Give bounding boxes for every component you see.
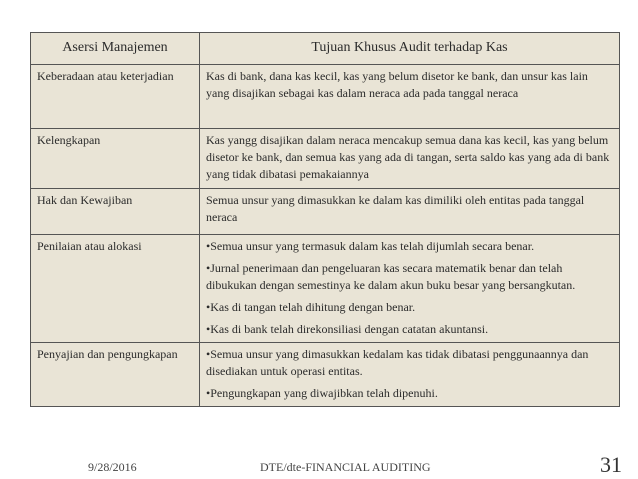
page-number: 31 [600,452,622,477]
audit-objectives-table [30,32,620,407]
objective-bullet: •Kas di tangan telah dihitung dengan benar. [206,300,416,314]
objective-text: Kas yangg disajikan dalam neraca mencakup semua dana kas kecil, kas yang belum disetor ke bank, dan semua kas yang ada di tangan, serta saldo kas yang ada di bank yang tidak dibatasi pemakaiannya [206,133,610,181]
assertion-cell: Penyajian dan pengungkapan [31,343,200,407]
objective-text: Semua unsur yang dimasukkan ke dalam kas dimiliki oleh entitas pada tanggal neraca [206,193,585,224]
objective-bullet: •Kas di bank telah direkonsiliasi dengan catatan akuntansi. [206,322,489,336]
table-row [31,129,620,189]
objective-bullet: •Jurnal penerimaan dan pengeluaran kas secara matematik benar dan telah dibukukan dengan semestinya ke dalam akun buku besar yang bersangkutan. [206,261,576,292]
assertion-cell: Penilaian atau alokasi [31,235,200,343]
objective-cell [200,189,620,235]
table-row [31,189,620,235]
objective-cell [200,65,620,129]
objective-cell [200,129,620,189]
footer-course-label: DTE/dte-FINANCIAL AUDITING [260,460,431,474]
objective-bullet: •Semua unsur yang dimasukkan kedalam kas tidak dibatasi penggunaannya dan disediakan untuk operasi entitas. [206,347,589,378]
header-objectives: Tujuan Khusus Audit terhadap Kas [200,33,620,65]
assertion-cell: Kelengkapan [31,129,200,189]
assertion-cell: Hak dan Kewajiban [31,189,200,235]
objective-bullet: •Semua unsur yang termasuk dalam kas telah dijumlah secara benar. [206,239,535,253]
table-row [31,343,620,407]
objective-cell [200,235,620,343]
objective-bullet: •Pengungkapan yang diwajibkan telah dipenuhi. [206,386,438,400]
table-header-row [31,33,620,65]
objective-text: Kas di bank, dana kas kecil, kas yang belum disetor ke bank, dan unsur kas lain yang disajikan sebagai kas dalam neraca ada pada tanggal neraca [206,69,588,100]
objective-cell [200,343,620,407]
assertion-cell: Keberadaan atau keterjadian [31,65,200,129]
table-row [31,235,620,343]
header-assertion: Asersi Manajemen [31,33,200,65]
table-row [31,65,620,129]
footer-date: 9/28/2016 [88,460,137,474]
